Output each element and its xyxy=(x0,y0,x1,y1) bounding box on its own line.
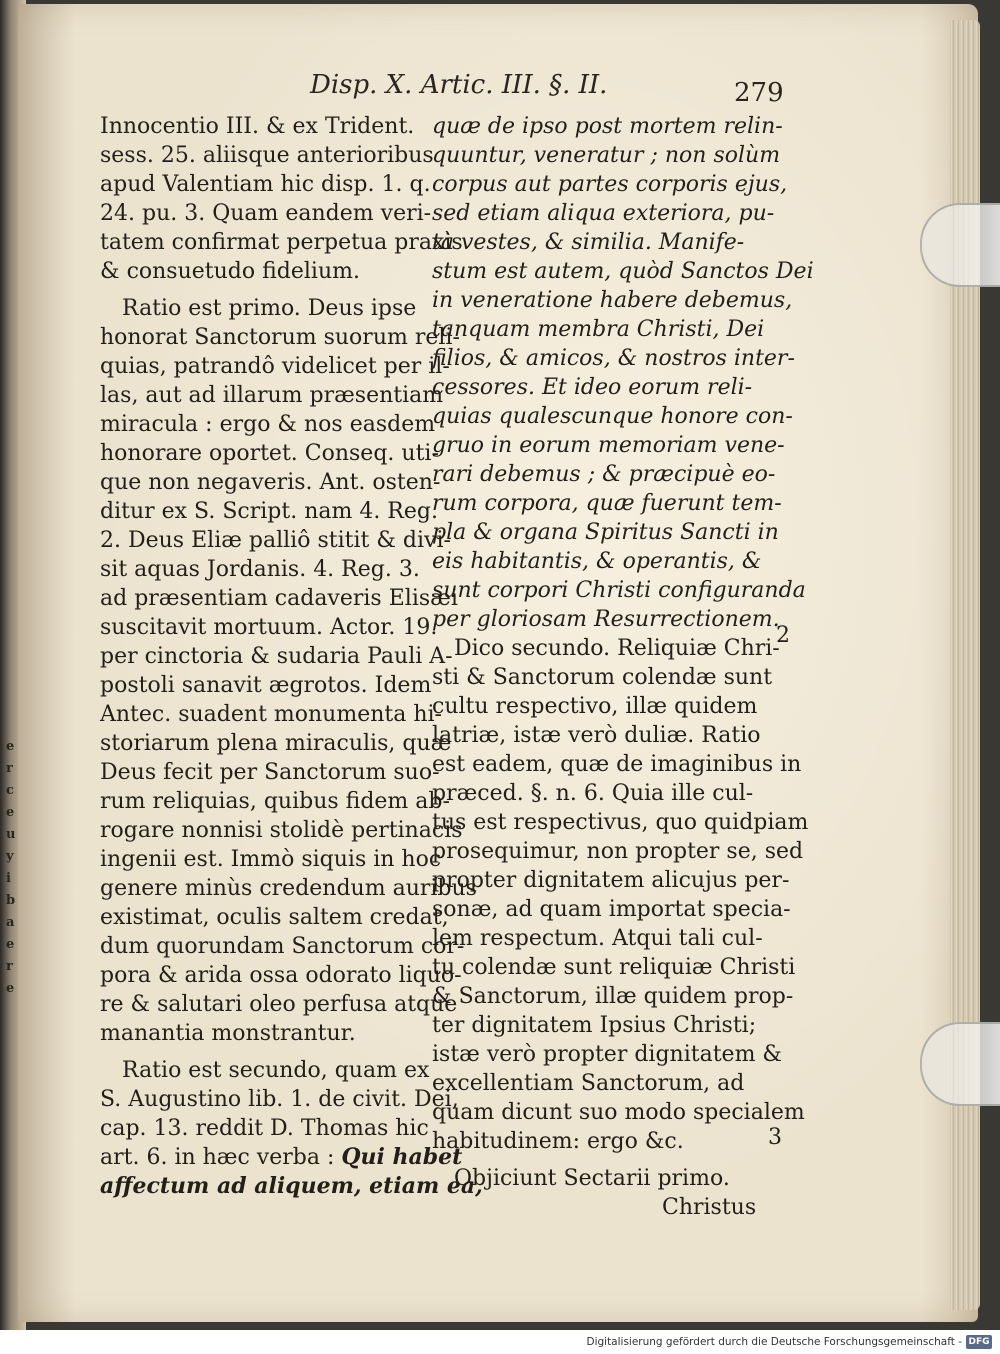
text-line: Deus fecit per Sanctorum suo- xyxy=(100,760,440,785)
text-line: stum est autem, quòd Sanctos Dei xyxy=(432,259,814,284)
text-line: genere minùs credendum auribus xyxy=(100,876,477,901)
text-line: eis habitantis, & operantis, & xyxy=(432,549,762,574)
text-line: honorat Sanctorum suorum reli- xyxy=(100,325,460,350)
text-line: postoli sanavit ægrotos. Idem xyxy=(100,673,432,698)
text-line: cultu respectivo, illæ quidem xyxy=(432,694,758,719)
text-line: filios, & amicos, & nostros inter- xyxy=(432,346,795,371)
edge-letter: b xyxy=(6,893,16,908)
text-line: sunt corpori Christi configuranda xyxy=(432,578,806,603)
text-line: Innocentio III. & ex Trident. xyxy=(100,114,415,139)
text-line: tatem confirmat perpetua praxis xyxy=(100,230,463,255)
text-line: gruo in eorum memoriam vene- xyxy=(432,433,785,458)
text-line: & Sanctorum, illæ quidem prop- xyxy=(432,984,794,1009)
text-line: ditur ex S. Script. nam 4. Reg. xyxy=(100,499,438,524)
text-line: manantia monstrantur. xyxy=(100,1021,356,1046)
text-line: miracula : ergo & nos easdem xyxy=(100,412,436,437)
text-line: propter dignitatem alicujus per- xyxy=(432,868,790,893)
text-line: cessores. Et ideo eorum reli- xyxy=(432,375,753,400)
text-line: habitudinem: ergo &c. xyxy=(432,1129,684,1154)
text-line xyxy=(100,1143,463,1172)
text-line: corpus aut partes corporis ejus, xyxy=(432,172,788,197)
text-line: que non negaveris. Ant. osten- xyxy=(100,470,441,495)
text-line: latriæ, istæ verò duliæ. Ratio xyxy=(432,723,761,748)
text-line: existimat, oculis saltem credat, xyxy=(100,905,449,930)
edge-letter: r xyxy=(6,761,13,776)
text-line: quæ de ipso post mortem relin- xyxy=(432,114,783,139)
text-line: affectum ad aliquem, etiam ea, xyxy=(100,1173,483,1199)
left-text-column xyxy=(100,112,483,1201)
margin-number-2: 2 xyxy=(776,623,790,648)
text-line: ingenii est. Immò siquis in hoc xyxy=(100,847,442,872)
text-line: & consuetudo fidelium. xyxy=(100,259,360,284)
text-line: quias, patrandô videlicet per il- xyxy=(100,354,450,379)
edge-letter: a xyxy=(6,915,15,930)
edge-letter: e xyxy=(6,805,15,820)
edge-letter: c xyxy=(6,783,14,798)
text-line: storiarum plena miraculis, quæ xyxy=(100,731,452,756)
text-line: Ratio est primo. Deus ipse xyxy=(122,296,417,321)
text-line: istæ verò propter dignitatem & xyxy=(432,1042,783,1067)
page-clip-bottom xyxy=(920,1022,1000,1106)
text-line: sed etiam aliqua exteriora, pu- xyxy=(432,201,775,226)
edge-letter: u xyxy=(6,827,16,842)
text-line: rum reliquias, quibus fidem ab- xyxy=(100,789,450,814)
text-line: quias qualescunque honore con- xyxy=(432,404,793,429)
margin-number-3: 3 xyxy=(768,1125,782,1150)
edge-letter: e xyxy=(6,981,15,996)
text-line: tanquam membra Christi, Dei xyxy=(432,317,765,342)
text-line: suscitavit mortuum. Actor. 19. xyxy=(100,615,438,640)
text-line: per cinctoria & sudaria Pauli A- xyxy=(100,644,453,669)
text-line: S. Augustino lib. 1. de civit. Dei, xyxy=(100,1087,459,1112)
text-line: est eadem, quæ de imaginibus in xyxy=(432,752,802,777)
edge-letter: i xyxy=(6,871,11,886)
text-line: rogare nonnisi stolidè pertinacis xyxy=(100,818,463,843)
text-line: in veneratione habere debemus, xyxy=(432,288,793,313)
text-line: lem respectum. Atqui tali cul- xyxy=(432,926,763,951)
edge-letter: e xyxy=(6,739,15,754)
text-line: excellentiam Sanctorum, ad xyxy=(432,1071,745,1096)
text-line: per gloriosam Resurrectionem. xyxy=(432,607,780,632)
text-line: prosequimur, non propter se, sed xyxy=(432,839,804,864)
digitization-footer xyxy=(0,1332,1000,1354)
text-line: ad præsentiam cadaveris Elisæi xyxy=(100,586,458,611)
text-line: quuntur, veneratur ; non solùm xyxy=(432,143,781,168)
text-line: las, aut ad illarum præsentiam xyxy=(100,383,444,408)
text-line: Christus xyxy=(662,1195,757,1220)
text-line: re & salutari oleo perfusa atque xyxy=(100,992,458,1017)
text-line: Ratio est secundo, quam ex xyxy=(122,1058,430,1083)
text-line: Antec. suadent monumenta hi- xyxy=(100,702,442,727)
footer-credit: Digitalisierung gefördert durch die Deutsche Forschungsgemeinschaft - xyxy=(586,1336,962,1348)
text-line: ter dignitatem Ipsius Christi; xyxy=(432,1013,757,1038)
text-line: tà vestes, & similia. Manife- xyxy=(432,230,745,255)
text-line: sti & Sanctorum colendæ sunt xyxy=(432,665,773,690)
roman-segment: art. 6. in hæc verba : xyxy=(100,1145,342,1170)
page-number: 279 xyxy=(734,78,784,108)
text-line: sit aquas Jordanis. 4. Reg. 3. xyxy=(100,557,420,582)
text-line: Dico secundo. Reliquiæ Chri- xyxy=(454,636,780,661)
text-line: rum corpora, quæ fuerunt tem- xyxy=(432,491,782,516)
page-clip-top xyxy=(920,203,1000,287)
right-text-column xyxy=(432,112,814,1222)
text-line: sess. 25. aliisque anterioribus xyxy=(100,143,434,168)
dfg-logo: DFG xyxy=(966,1335,992,1349)
text-line: Objiciunt Sectarii primo. xyxy=(454,1166,730,1191)
text-line: cap. 13. reddit D. Thomas hic xyxy=(100,1116,429,1141)
text-line: pla & organa Spiritus Sancti in xyxy=(432,520,779,545)
edge-letter: e xyxy=(6,937,15,952)
text-line: honorare oportet. Conseq. uti- xyxy=(100,441,439,466)
text-line: 2. Deus Eliæ palliô stitit & divi- xyxy=(100,528,451,553)
text-line: tu colendæ sunt reliquiæ Christi xyxy=(432,955,796,980)
text-line: præced. §. n. 6. Quia ille cul- xyxy=(432,781,754,806)
edge-letter: r xyxy=(6,959,13,974)
italic-segment: Qui habet xyxy=(341,1144,463,1170)
text-line: dum quorundam Sanctorum cor- xyxy=(100,934,465,959)
edge-letter: y xyxy=(6,849,14,864)
text-line: quam dicunt suo modo specialem xyxy=(432,1100,805,1125)
text-line: sonæ, ad quam importat specia- xyxy=(432,897,791,922)
text-line: rari debemus ; & præcipuè eo- xyxy=(432,462,776,487)
running-head: Disp. X. Artic. III. §. II. xyxy=(310,70,608,100)
text-line: apud Valentiam hic disp. 1. q. xyxy=(100,172,431,197)
text-line: 24. pu. 3. Quam eandem veri- xyxy=(100,201,432,226)
text-line: tus est respectivus, quo quidpiam xyxy=(432,810,809,835)
text-line: pora & arida ossa odorato liquo- xyxy=(100,963,462,988)
